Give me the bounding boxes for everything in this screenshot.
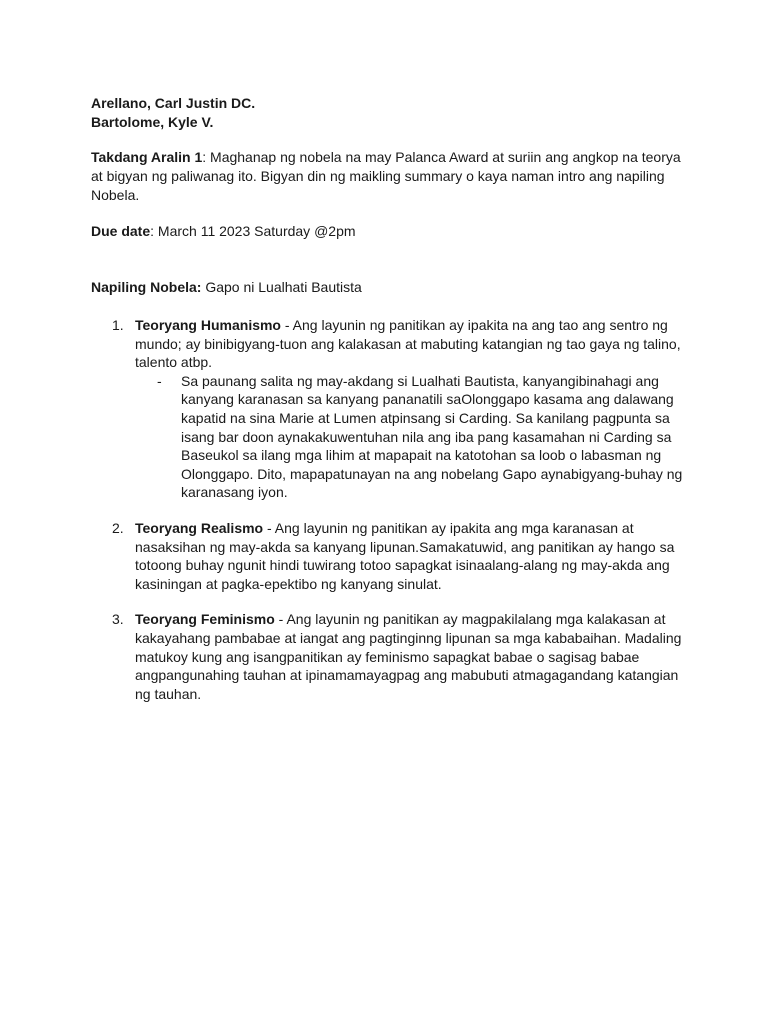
- task-paragraph: [91, 148, 691, 205]
- dash-bullet: -: [157, 372, 162, 389]
- due-date-label: Due date: [91, 223, 151, 239]
- author-name: Bartolome, Kyle V.: [91, 113, 214, 130]
- chosen-novel-text: Gapo ni Lualhati Bautista: [201, 279, 362, 295]
- list-number: 3.: [112, 611, 124, 628]
- due-date-paragraph: [91, 222, 691, 241]
- theory-text: - Ang layunin ng panitikan ay ipakita na ang tao ang sentro ng mundo; ay binibigyang-tuon ang kalakasan at mabuting katangian ng tao gaya ng talino, talento atbp.: [135, 317, 681, 371]
- author-name: Arellano, Carl Justin DC.: [91, 95, 256, 111]
- sub-item-text: Sa paunang salita ng may-akdang si Lualhati Bautista, kanyangibinahagi ang kanyang karanasan sa kanyang pananatili saOlonggapo kasama ang dalawang kapatid na sina Marie at Lumen atpinsang si Carding. Sa kanilang pagpunta sa isang bar doon aynakakuwentuhan nila ang iba pang kasamahan ni Carding sa Baseukol sa ilang mga lihim at mapapait na katotohan sa loob o labasman ng Olonggapo. Dito, mapapatunayan na ang nobelang Gapo aynabigyang-buhay ng karanasang iyon.: [181, 372, 683, 501]
- sub-list-item: [135, 372, 683, 502]
- theory-list: [91, 316, 691, 703]
- list-item: [91, 610, 691, 703]
- task-label: Takdang Aralin 1: [91, 149, 203, 165]
- list-number: 1.: [112, 317, 124, 333]
- theory-title: Teoryang Humanismo: [135, 317, 281, 333]
- document-page: [91, 94, 691, 720]
- theory-text: - Ang layunin ng panitikan ay magpakilalang mga kalakasan at kakayahang pambabae at iangat ang pagtinginng lipunan sa mga kababaihan. Madaling matukoy kung ang isangpanitikan ay feminismo sapagkat babae o sagisag babae angpangunahing tauhan at ipinamamayagpag ang mabubuti atmagagandang katangian ng tauhan.: [135, 611, 682, 702]
- theory-title: Teoryang Feminismo: [135, 611, 275, 628]
- list-number: 2.: [112, 519, 124, 536]
- theory-text: - Ang layunin ng panitikan ay ipakita ang mga karanasan at nasaksihan ng may-akda sa kanyang lipunan.Samakatuwid, ang panitikan ay hango sa totoong buhay ngunit hindi tuwirang totoo sapagkat isinaalang-alang ng may-akda ang kasiningan at pagka-epektibo ng kanyang sinulat.: [135, 519, 675, 592]
- list-item: [91, 316, 691, 502]
- task-text: : Maghanap ng nobela na may Palanca Award at suriin ang angkop na teorya at bigyan ng paliwanag ito. Bigyan din ng maikling summary o kaya naman intro ang napiling Nobela.: [91, 149, 681, 203]
- chosen-novel-paragraph: [91, 278, 691, 297]
- list-item: [91, 519, 691, 593]
- chosen-novel-label: Napiling Nobela:: [91, 279, 202, 295]
- theory-title: Teoryang Realismo: [135, 519, 264, 536]
- due-date-text: : March 11 2023 Saturday @2pm: [150, 223, 356, 239]
